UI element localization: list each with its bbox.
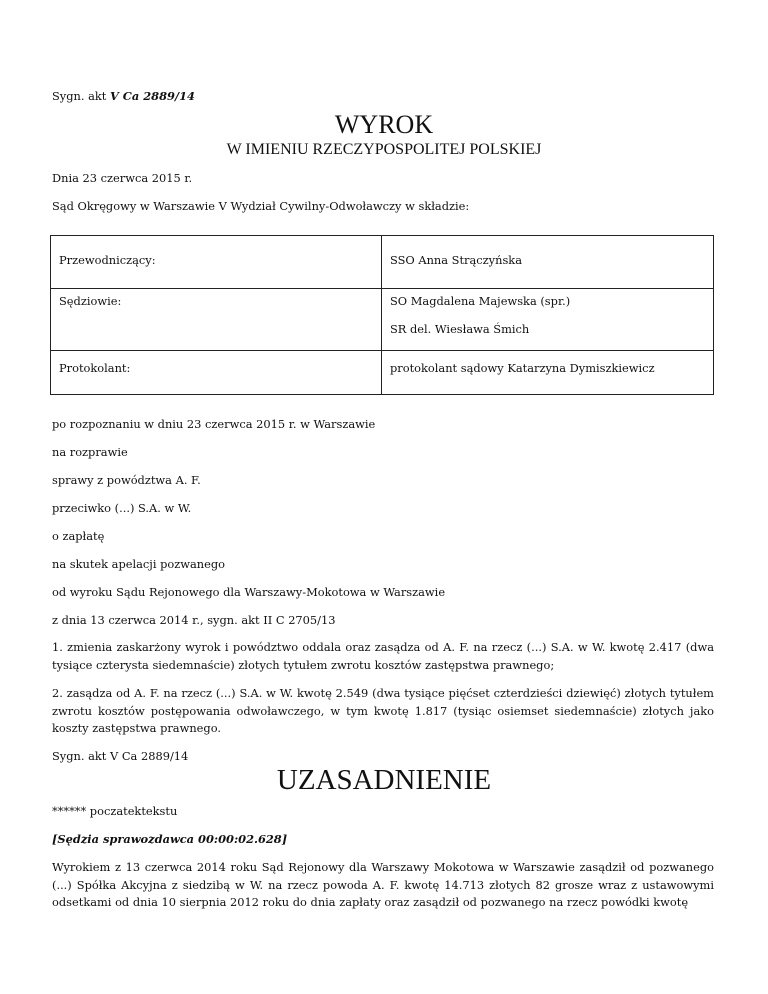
composition-table bbox=[50, 235, 714, 395]
role-cell: Sędziowie: bbox=[51, 289, 382, 351]
text-line: sprawy z powództwa A. F. bbox=[52, 473, 201, 487]
name-cell: SSO Anna Strączyńska bbox=[382, 236, 714, 289]
ruling-paragraph: 1. zmienia zaskarżony wyrok i powództwo oddala oraz zasądza od A. F. na rzecz (...) S.A. w W. kwotę 2.417 (dwa tysiące czterysta siedemnaście) złotych tytułem zwrotu kosztów zastępstwa prawnego; bbox=[52, 640, 714, 672]
judge-marker: [Sędzia sprawozdawca 00:00:02.628] bbox=[52, 832, 288, 846]
text-line: z dnia 13 czerwca 2014 r., sygn. akt II C 2705/13 bbox=[52, 613, 336, 627]
case-signature-second: Sygn. akt V Ca 2889/14 bbox=[52, 749, 189, 763]
text-line: o zapłatę bbox=[52, 529, 105, 543]
text-line: od wyroku Sądu Rejonowego dla Warszawy-Mokotowa w Warszawie bbox=[52, 585, 446, 599]
composition-row-chair bbox=[51, 236, 714, 289]
court-line: Sąd Okręgowy w Warszawie V Wydział Cywilny-Odwoławczy w składzie: bbox=[52, 199, 470, 213]
text-line: na skutek apelacji pozwanego bbox=[52, 557, 226, 571]
justification-title: UZASADNIENIE bbox=[276, 764, 492, 796]
text-line: po rozpoznaniu w dniu 23 czerwca 2015 r. w Warszawie bbox=[52, 417, 376, 431]
case-signature-prefix: Sygn. akt bbox=[52, 89, 110, 103]
case-signature-number: V Ca 2889/14 bbox=[110, 89, 195, 103]
date-line: Dnia 23 czerwca 2015 r. bbox=[52, 171, 193, 185]
name-line: SO Magdalena Majewska (spr.) bbox=[390, 294, 571, 308]
role-cell: Przewodniczący: bbox=[51, 236, 382, 289]
ruling-paragraph: 2. zasądza od A. F. na rzecz (...) S.A. w W. kwotę 2.549 (dwa tysiące pięćset czterdzieści dziewięć) złotych tytułem zwrotu kosztów postępowania odwoławczego, w tym kwotę 1.817 (tysiąc osiemset siedemnaście) złotych jako koszty zastępstwa prawnego. bbox=[52, 686, 714, 735]
case-signature bbox=[52, 88, 195, 104]
text-line: na rozprawie bbox=[52, 445, 128, 459]
composition-row-clerk bbox=[51, 351, 714, 395]
text-marker: ****** poczatektekstu bbox=[52, 804, 178, 818]
role-cell: Protokolant: bbox=[51, 351, 382, 395]
document-title: WYROK bbox=[334, 110, 434, 139]
body-paragraph: Wyrokiem z 13 czerwca 2014 roku Sąd Rejonowy dla Warszawy Mokotowa w Warszawie zasądził od pozwanego (...) Spółka Akcyjna z siedzibą w W. na rzecz powoda A. F. kwotę 14.713 złotych 82 grosze wraz z ustawowymi odsetkami od dnia 10 sierpnia 2012 roku do dnia zapłaty oraz zasądził od pozwanego na rzecz powódki kwotę bbox=[52, 860, 714, 909]
name-cell: protokolant sądowy Katarzyna Dymiszkiewicz bbox=[382, 351, 714, 395]
document-subtitle: W IMIENIU RZECZYPOSPOLITEJ POLSKIEJ bbox=[226, 141, 542, 158]
name-line: SR del. Wiesława Śmich bbox=[390, 322, 530, 336]
text-line: przeciwko (...) S.A. w W. bbox=[52, 501, 192, 515]
composition-row-judges bbox=[51, 289, 714, 351]
